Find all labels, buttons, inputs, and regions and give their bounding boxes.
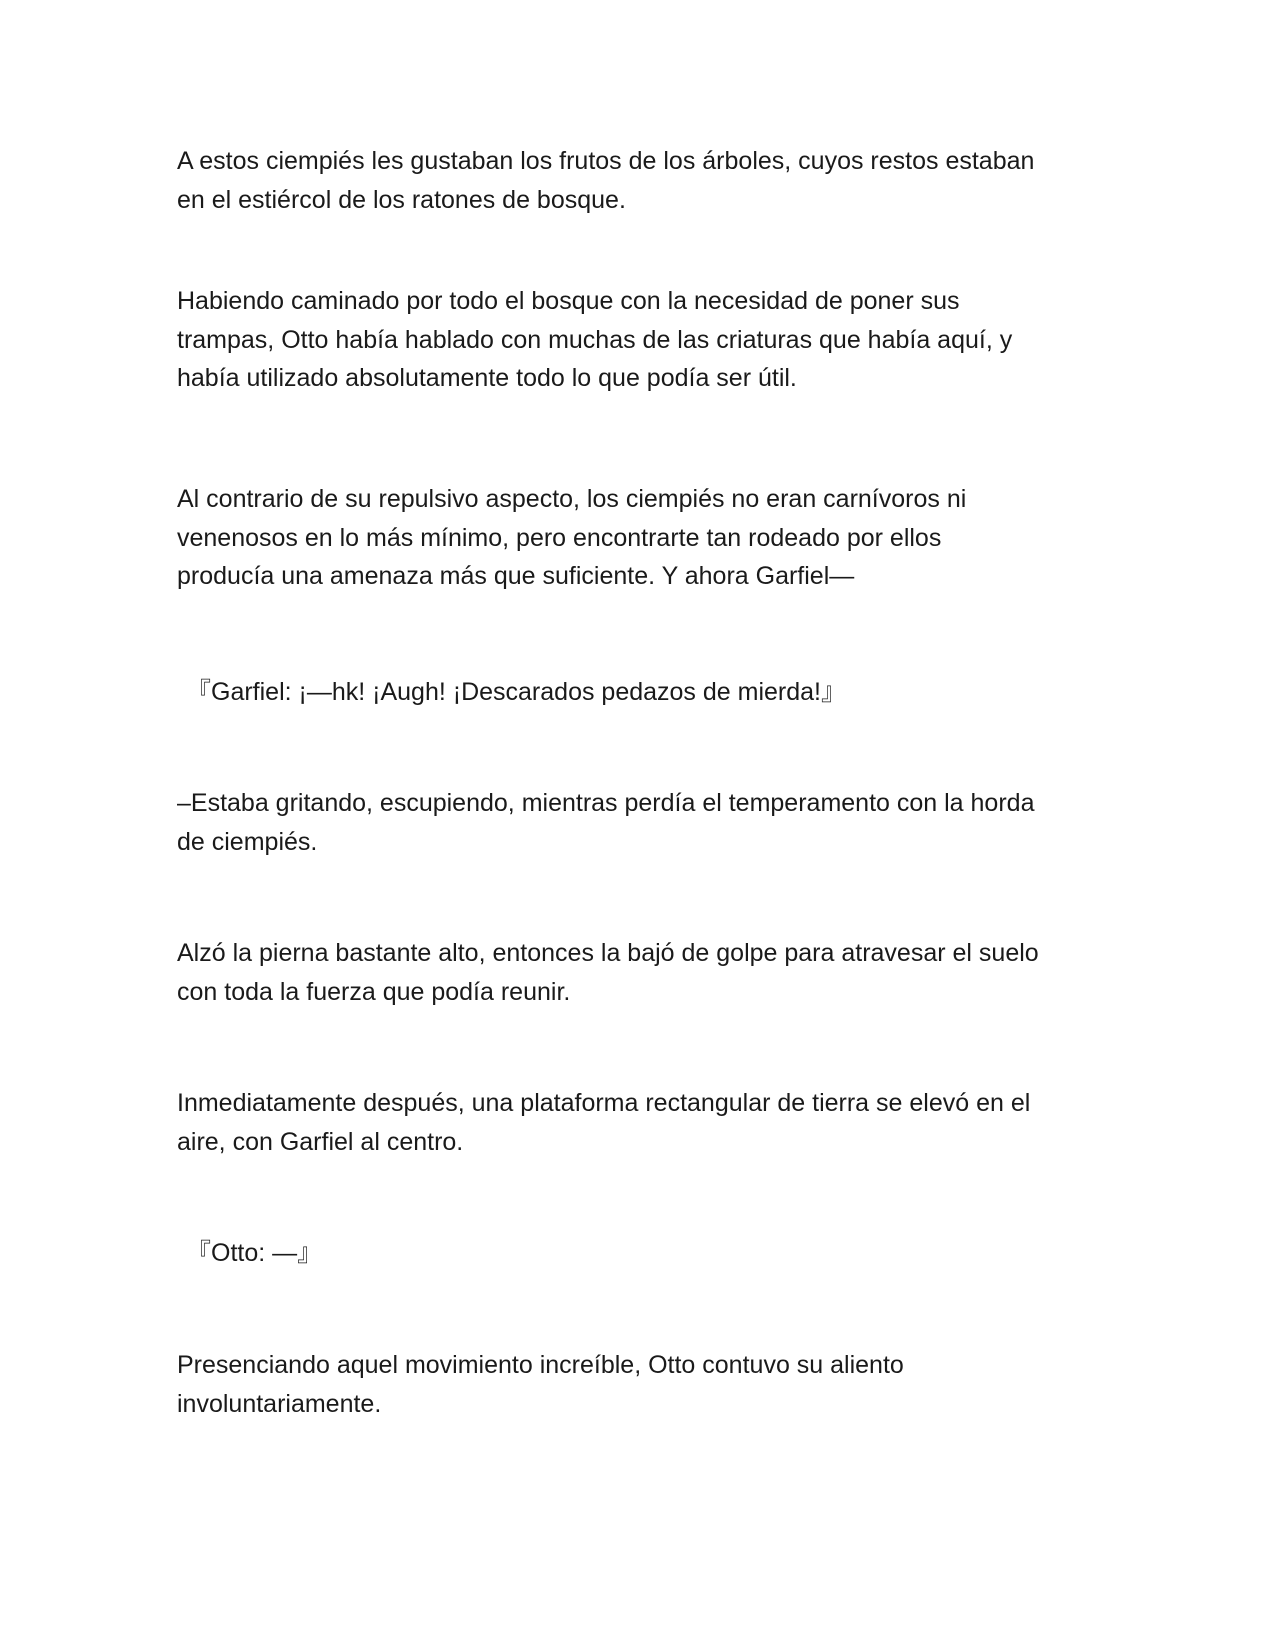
text-line: Al contrario de su repulsivo aspecto, los ciempiés no eran carnívoros ni xyxy=(177,485,967,513)
text-line: trampas, Otto había hablado con muchas de las criaturas que había aquí, y xyxy=(177,325,1013,354)
text-line: producía una amenaza más que suficiente. Y ahora Garfiel— xyxy=(177,562,855,590)
paragraph-centipede-aspect xyxy=(177,480,1107,596)
text-line: de ciempiés. xyxy=(177,827,318,856)
paragraph-otto-breath xyxy=(177,1346,1107,1423)
text-line: Alzó la pierna bastante alto, entonces la bajó de golpe para atravesar el suelo xyxy=(177,939,1039,967)
text-line: A estos ciempiés les gustaban los frutos de los árboles, cuyos restos estaban xyxy=(177,147,1035,175)
text-line: en el estiércol de los ratones de bosque. xyxy=(177,185,626,214)
text-line: aire, con Garfiel al centro. xyxy=(177,1127,464,1156)
paragraph-garfiel-shouting xyxy=(177,784,1107,861)
text-line: venenosos en lo más mínimo, pero encontrarte tan rodeado por ellos xyxy=(177,523,942,552)
paragraph-raised-leg xyxy=(177,934,1107,1011)
dialogue-garfiel xyxy=(186,673,1116,712)
text-line: Inmediatamente después, una plataforma rectangular de tierra se elevó en el xyxy=(177,1089,1031,1117)
dialogue-line: 『Garfiel: ¡—hk! ¡Augh! ¡Descarados pedazos de mierda!』 xyxy=(186,678,846,706)
text-line: –Estaba gritando, escupiendo, mientras perdía el temperamento con la horda xyxy=(177,789,1035,817)
paragraph-earth-platform xyxy=(177,1084,1107,1161)
text-line: había utilizado absolutamente todo lo que podía ser útil. xyxy=(177,364,797,392)
text-line: con toda la fuerza que podía reunir. xyxy=(177,977,571,1006)
dialogue-line: 『Otto: —』 xyxy=(186,1239,323,1267)
text-line: involuntariamente. xyxy=(177,1389,382,1418)
text-line: Habiendo caminado por todo el bosque con la necesidad de poner sus xyxy=(177,287,960,315)
paragraph-otto-traps xyxy=(177,282,1107,398)
paragraph-centipedes-fruit xyxy=(177,142,1107,219)
text-line: Presenciando aquel movimiento increíble, Otto contuvo su aliento xyxy=(177,1351,904,1379)
dialogue-otto xyxy=(186,1234,1116,1273)
